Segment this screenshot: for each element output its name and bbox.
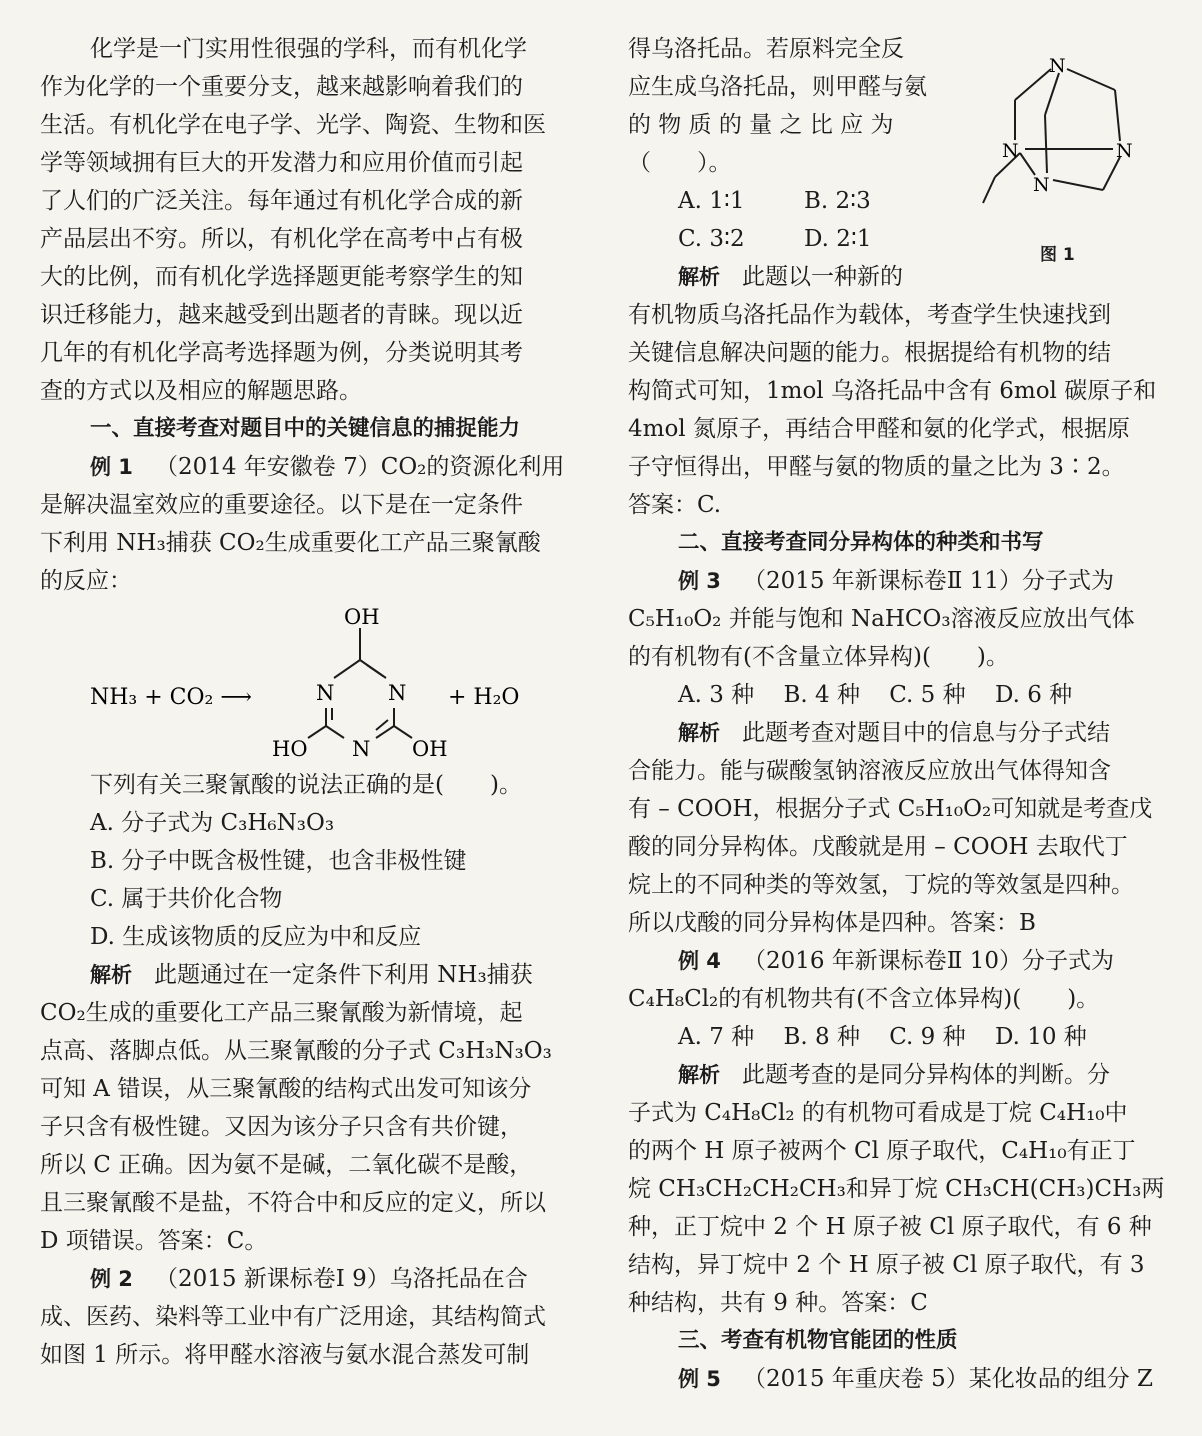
example-1-line: 是解决温室效应的重要途径。以下是在一定条件 [40, 492, 523, 518]
analysis-line: 4mol 氮原子，再结合甲醛和氨的化学式，根据原 [628, 416, 1130, 442]
option-c: C. 3∶2 [678, 226, 745, 252]
analysis-label: 解析 [678, 721, 720, 745]
option-row [628, 676, 1072, 714]
section-heading: 一、直接考查对题目中的关键信息的捕捉能力 [90, 416, 521, 441]
analysis-line: 烷 CH₃CH₂CH₂CH₃和异丁烷 CH₃CH(CH₃)CH₃两 [628, 1176, 1165, 1202]
example-text: （2016 年新课标卷Ⅱ 10）分子式为 [742, 948, 1114, 974]
nitrogen-atom: N [1002, 140, 1019, 162]
intro-line: 学等领域拥有巨大的开发潜力和应用价值而引起 [40, 150, 523, 176]
example-3-line: 的有机物有(不含量立体异构)( )。 [628, 644, 1009, 670]
example-2-line: 的 物 质 的 量 之 比 应 为 [628, 112, 894, 138]
example-2-line: 如图 1 所示。将甲醛水溶液与氨水混合蒸发可制 [40, 1342, 530, 1368]
intro-line: 化学是一门实用性很强的学科，而有机化学 [90, 36, 527, 62]
atom-label: OH [344, 605, 380, 629]
intro-line: 大的比例，而有机化学选择题更能考察学生的知 [40, 264, 523, 290]
option-a: A. 3 种 [678, 682, 755, 708]
analysis-text: 此题考查对题目中的信息与分子式结 [742, 720, 1110, 746]
reactants-text: NH₃ + CO₂ ⟶ [90, 685, 252, 710]
example-text: （2015 年新课标卷Ⅱ 11）分子式为 [742, 568, 1114, 594]
example-label: 例 3 [678, 569, 721, 593]
atom-label: N [316, 681, 335, 705]
analysis-line: 子守恒得出，甲醛与氨的物质的量之比为 3∶2。 [628, 454, 1125, 480]
option-b: B. 4 种 [783, 682, 860, 708]
option-c: C. 5 种 [889, 682, 966, 708]
nitrogen-atom: N [1049, 55, 1066, 77]
atom-label: HO [272, 737, 308, 761]
analysis-line: 种结构，共有 9 种。答案：C [628, 1290, 928, 1316]
figure-caption: 图 1 [1040, 245, 1075, 265]
intro-line: 作为化学的一个重要分支，越来越影响着我们的 [40, 74, 523, 100]
analysis-label: 解析 [678, 265, 720, 289]
section-heading: 二、直接考查同分异构体的种类和书写 [678, 530, 1044, 555]
analysis-line: 答案：C. [628, 492, 722, 518]
analysis-line: 点高、落脚点低。从三聚氰酸的分子式 C₃H₃N₃O₃ [40, 1038, 552, 1064]
example-3-line [628, 562, 1114, 600]
question-line: 下列有关三聚氰酸的说法正确的是( )。 [90, 772, 522, 798]
option-b: B. 2∶3 [804, 188, 871, 214]
intro-line: 了人们的广泛关注。每年通过有机化学合成的新 [40, 188, 523, 214]
atom-label: N [388, 681, 407, 705]
cyanuric-acid-reaction [40, 596, 580, 770]
option-d: D. 10 种 [994, 1024, 1087, 1050]
analysis-line: CO₂生成的重要化工产品三聚氰酸为新情境，起 [40, 1000, 523, 1026]
analysis-text: 此题以一种新的 [742, 264, 903, 290]
analysis-line: 种，正丁烷中 2 个 H 原子被 Cl 原子取代，有 6 种 [628, 1214, 1152, 1240]
option-line: C. 属于共价化合物 [90, 886, 283, 912]
option-a: A. 1∶1 [678, 188, 745, 214]
analysis-line: 合能力。能与碳酸氢钠溶液反应放出气体得知含 [628, 758, 1111, 784]
example-4-line: C₄H₈Cl₂的有机物共有(不含立体异构)( )。 [628, 986, 1100, 1012]
analysis-line: 子只含有极性键。又因为该分子只含有共价键， [40, 1114, 523, 1140]
example-2-line [40, 1260, 528, 1298]
example-5-line [628, 1360, 1153, 1398]
option-row [628, 182, 871, 220]
analysis-text: 此题通过在一定条件下利用 NH₃捕获 [154, 962, 533, 988]
nitrogen-atom: N [1033, 174, 1050, 196]
option-line: B. 分子中既含极性键，也含非极性键 [90, 848, 467, 874]
option-b: B. 8 种 [783, 1024, 860, 1050]
option-row [628, 220, 872, 258]
example-label: 例 4 [678, 949, 721, 973]
analysis-line: 酸的同分异构体。戊酸就是用 – COOH 去取代丁 [628, 834, 1128, 860]
intro-line: 查的方式以及相应的解题思路。 [40, 378, 362, 404]
analysis-line: 且三聚氰酸不是盐，不符合中和反应的定义，所以 [40, 1190, 546, 1216]
analysis-line: 构简式可知，1mol 乌洛托品中含有 6mol 碳原子和 [628, 378, 1157, 404]
intro-line: 产品层出不穷。所以，有机化学在高考中占有极 [40, 226, 523, 252]
urotropine-bonds [983, 69, 1120, 203]
example-label: 例 2 [90, 1267, 133, 1291]
example-1-line: 的反应： [40, 568, 132, 594]
option-line: D. 生成该物质的反应为中和反应 [90, 924, 422, 950]
nitrogen-atom: N [1116, 140, 1133, 162]
example-text: （2015 年重庆卷 5）某化妆品的组分 Z [742, 1366, 1154, 1392]
example-2-line: 应生成乌洛托品，则甲醛与氨 [628, 74, 927, 100]
option-line: A. 分子式为 C₃H₆N₃O₃ [90, 810, 335, 836]
analysis-label: 解析 [90, 963, 132, 987]
analysis-line [628, 714, 1110, 752]
option-c: C. 9 种 [889, 1024, 966, 1050]
atom-label: OH [412, 737, 448, 761]
section-heading: 三、考查有机物官能团的性质 [678, 1328, 958, 1353]
example-3-line: C₅H₁₀O₂ 并能与饱和 NaHCO₃溶液反应放出气体 [628, 606, 1135, 632]
analysis-line: 的两个 H 原子被两个 Cl 原子取代，C₄H₁₀有正丁 [628, 1138, 1136, 1164]
example-1-line: 下利用 NH₃捕获 CO₂生成重要化工产品三聚氰酸 [40, 530, 541, 556]
urotropine-structure-figure [975, 45, 1175, 224]
analysis-line: 关键信息解决问题的能力。根据提给有机物的结 [628, 340, 1111, 366]
example-text: （2015 新课标卷Ⅰ 9）乌洛托品在合 [154, 1266, 528, 1292]
analysis-line: 有机物质乌洛托品作为载体，考查学生快速找到 [628, 302, 1111, 328]
example-text: （2014 年安徽卷 7）CO₂的资源化利用 [154, 454, 565, 480]
analysis-line: 结构，异丁烷中 2 个 H 原子被 Cl 原子取代，有 3 [628, 1252, 1145, 1278]
analysis-line: 可知 A 错误，从三聚氰酸的结构式出发可知该分 [40, 1076, 532, 1102]
option-d: D. 6 种 [994, 682, 1073, 708]
option-row [628, 1018, 1087, 1056]
analysis-text: 此题考查的是同分异构体的判断。分 [742, 1062, 1110, 1088]
example-2-line: （ ）。 [628, 150, 732, 176]
option-a: A. 7 种 [678, 1024, 755, 1050]
analysis-label: 解析 [678, 1063, 720, 1087]
example-1-line [40, 448, 564, 486]
analysis-line: D 项错误。答案：C。 [40, 1228, 268, 1254]
analysis-line: 子式为 C₄H₈Cl₂ 的有机物可看成是丁烷 C₄H₁₀中 [628, 1100, 1128, 1126]
analysis-line: 烷上的不同种类的等效氢，丁烷的等效氢是四种。 [628, 872, 1134, 898]
analysis-line: 有 – COOH，根据分子式 C₅H₁₀O₂可知就是考查戊 [628, 796, 1153, 822]
analysis-line [628, 258, 903, 296]
example-label: 例 5 [678, 1367, 721, 1391]
intro-line: 识迁移能力，越来越受到出题者的青睐。现以近 [40, 302, 523, 328]
example-2-line: 得乌洛托品。若原料完全反 [628, 36, 904, 62]
intro-line: 生活。有机化学在电子学、光学、陶瓷、生物和医 [40, 112, 546, 138]
option-d: D. 2∶1 [804, 226, 872, 252]
example-2-line: 成、医药、染料等工业中有广泛用途，其结构简式 [40, 1304, 546, 1330]
intro-line: 几年的有机化学高考选择题为例，分类说明其考 [40, 340, 523, 366]
example-4-line [628, 942, 1114, 980]
example-label: 例 1 [90, 455, 133, 479]
product-extra-text: + H₂O [448, 685, 520, 710]
analysis-line [628, 1056, 1110, 1094]
atom-label: N [352, 737, 371, 761]
analysis-line: 所以戊酸的同分异构体是四种。答案：B [628, 910, 1036, 936]
analysis-line: 所以 C 正确。因为氨不是碱，二氧化碳不是酸， [40, 1152, 533, 1178]
analysis-line [40, 956, 533, 994]
